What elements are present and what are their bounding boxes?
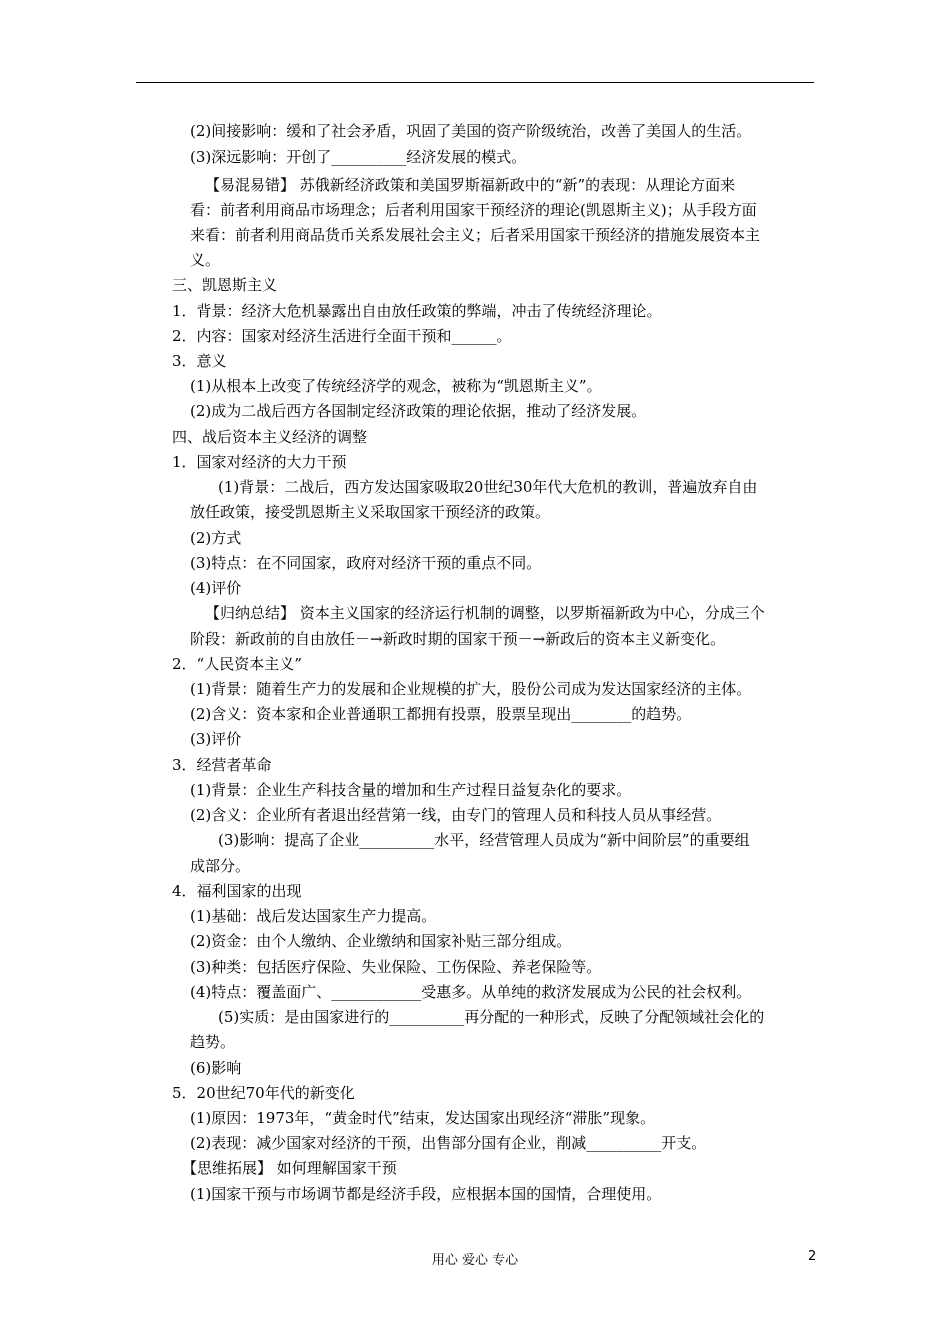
text-line: 【归纳总结】 资本主义国家的经济运行机制的调整，以罗斯福新政为中心，分成三个 <box>205 604 765 622</box>
text-line: 3．意义 <box>172 352 227 370</box>
text-line: (1)从根本上改变了传统经济学的观念，被称为“凯恩斯主义”。 <box>190 377 602 395</box>
text-line: (4)特点：覆盖面广、____________受惠多。从单纯的救济发展成为公民的社会权利。 <box>190 983 752 1001</box>
text-line: 3．经营者革命 <box>172 756 272 774</box>
text-line: (6)影响 <box>190 1059 242 1077</box>
footer-slogan: 用心 爱心 专心 <box>431 1253 519 1268</box>
section-heading: 四、战后资本主义经济的调整 <box>172 428 368 446</box>
text-line: (1)背景：二战后，西方发达国家吸取20世纪30年代大危机的教训，普遍放弃自由 <box>218 478 758 496</box>
text-line: 2．内容：国家对经济生活进行全面干预和______。 <box>172 327 512 345</box>
text-line: 1．国家对经济的大力干预 <box>172 453 347 471</box>
text-line: 看：前者利用商品市场理念；后者利用国家干预经济的理论(凯恩斯主义)；从手段方面 <box>190 201 757 219</box>
header-rule <box>136 82 814 83</box>
text-line: 5．20世纪70年代的新变化 <box>172 1084 355 1102</box>
text-line: 阶段：新政前的自由放任－→新政时期的国家干预－→新政后的资本主义新变化。 <box>190 630 726 648</box>
text-line: (2)含义：企业所有者退出经营第一线，由专门的管理人员和科技人员从事经营。 <box>190 806 722 824</box>
text-line: (2)表现：减少国家对经济的干预，出售部分国有企业，削减__________开支。 <box>190 1134 707 1152</box>
text-line: 【易混易错】 苏俄新经济政策和美国罗斯福新政中的“新”的表现：从理论方面来 <box>205 176 736 194</box>
text-line: 4．福利国家的出现 <box>172 882 302 900</box>
page-number: 2 <box>808 1249 817 1264</box>
text-line: (1)基础：战后发达国家生产力提高。 <box>190 907 437 925</box>
text-line: 成部分。 <box>190 857 251 875</box>
text-line: (3)深远影响：开创了__________经济发展的模式。 <box>190 148 527 166</box>
text-line: 【思维拓展】 如何理解国家干预 <box>182 1159 397 1177</box>
text-line: (2)资金：由个人缴纳、企业缴纳和国家补贴三部分组成。 <box>190 932 572 950</box>
text-line: (1)背景：随着生产力的发展和企业规模的扩大，股份公司成为发达国家经济的主体。 <box>190 680 752 698</box>
text-line: (3)特点：在不同国家，政府对经济干预的重点不同。 <box>190 554 542 572</box>
section-heading: 三、凯恩斯主义 <box>172 276 278 294</box>
text-line: 趋势。 <box>190 1033 236 1051</box>
text-line: (2)含义：资本家和企业普通职工都拥有投票，股票呈现出________的趋势。 <box>190 705 692 723</box>
text-line: (1)国家干预与市场调节都是经济手段，应根据本国的国情，合理使用。 <box>190 1185 662 1203</box>
text-line: (3)影响：提高了企业__________水平，经营管理人员成为“新中间阶层”的重要组 <box>218 831 750 849</box>
text-line: 1．背景：经济大危机暴露出自由放任政策的弊端，冲击了传统经济理论。 <box>172 302 662 320</box>
text-line: 2．“人民资本主义” <box>172 655 302 673</box>
text-line: (2)方式 <box>190 529 242 547</box>
text-line: (1)背景：企业生产科技含量的增加和生产过程日益复杂化的要求。 <box>190 781 632 799</box>
text-line: (3)种类：包括医疗保险、失业保险、工伤保险、养老保险等。 <box>190 958 602 976</box>
text-line: 放任政策，接受凯恩斯主义采取国家干预经济的政策。 <box>190 503 551 521</box>
text-line: (2)间接影响：缓和了社会矛盾，巩固了美国的资产阶级统治，改善了美国人的生活。 <box>190 122 752 140</box>
text-line: (3)评价 <box>190 730 242 748</box>
text-line: (1)原因：1973年，“黄金时代”结束，发达国家出现经济“滞胀”现象。 <box>190 1109 656 1127</box>
text-line: 来看：前者利用商品货币关系发展社会主义；后者采用国家干预经济的措施发展资本主 <box>190 226 761 244</box>
text-line: (2)成为二战后西方各国制定经济政策的理论依据，推动了经济发展。 <box>190 402 647 420</box>
text-line: 义。 <box>190 251 221 269</box>
text-line: (4)评价 <box>190 579 242 597</box>
text-line: (5)实质：是由国家进行的__________再分配的一种形式，反映了分配领域社会化的 <box>218 1008 765 1026</box>
